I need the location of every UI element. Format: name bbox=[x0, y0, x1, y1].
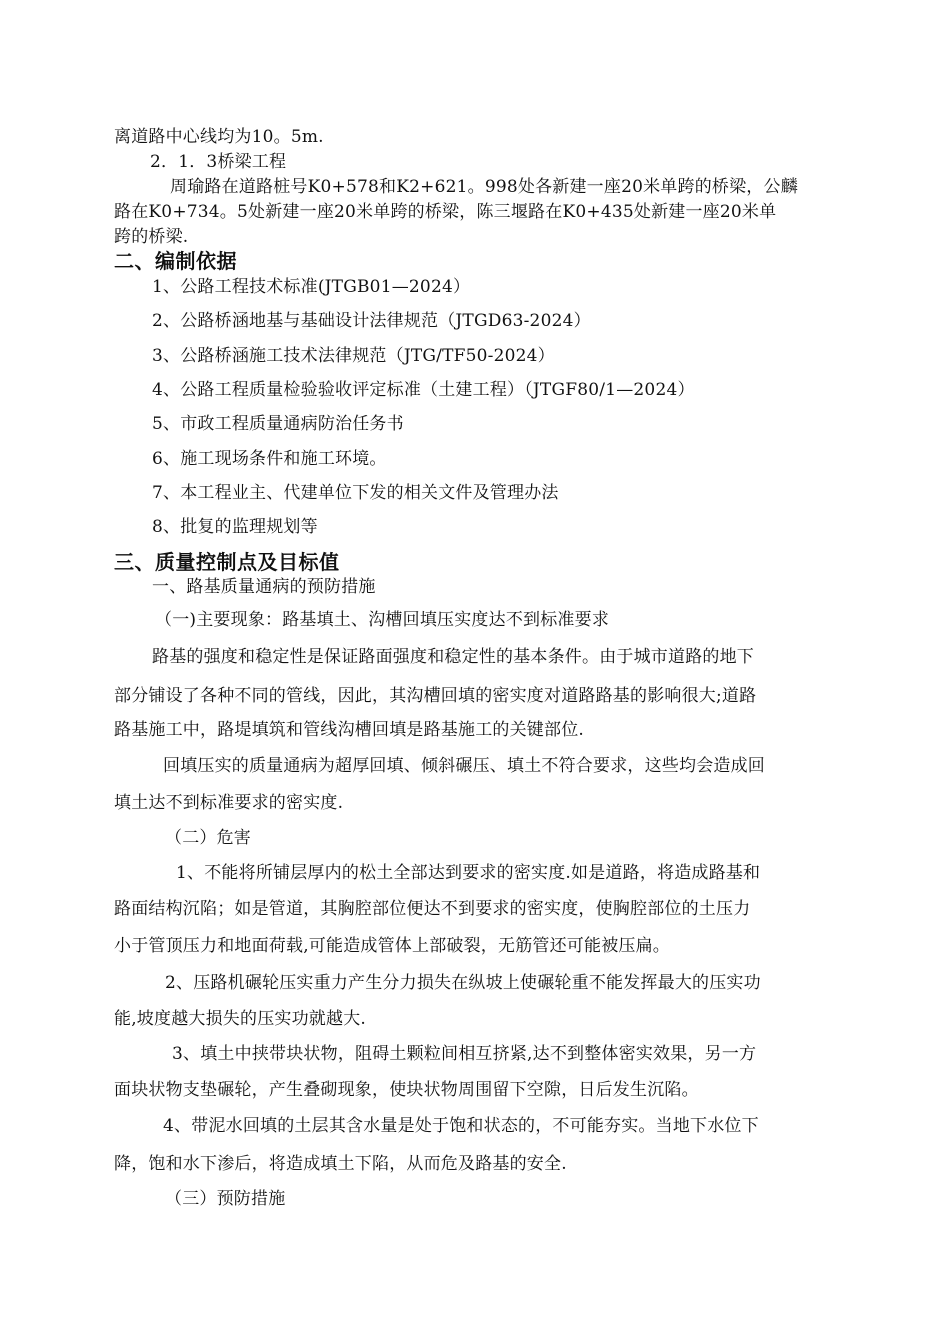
section-heading-quality: 三、质量控制点及目标值 bbox=[114, 550, 340, 574]
basis-item-2: 2、公路桥涵地基与基础设计法律规范（JTGD63-2024） bbox=[152, 311, 591, 331]
basis-item-8: 8、批复的监理规划等 bbox=[152, 517, 318, 537]
hazard-3-line-2: 面块状物支垫碾轮，产生叠砌现象，使块状物周围留下空隙，日后发生沉陷。 bbox=[114, 1080, 699, 1100]
section-heading-basis: 二、编制依据 bbox=[114, 249, 237, 273]
paragraph-line: 路基的强度和稳定性是保证路面强度和稳定性的基本条件。由于城市道路的地下 bbox=[152, 647, 754, 667]
paragraph-line: 部分铺设了各种不同的管线，因此，其沟槽回填的密实度对道路路基的影响很大;道路 bbox=[114, 686, 757, 706]
paragraph-line: 填土达不到标准要求的密实度. bbox=[114, 793, 344, 813]
hazard-4-line-2: 降，饱和水下渗后，将造成填土下陷，从而危及路基的安全. bbox=[114, 1154, 567, 1174]
basis-item-4: 4、公路工程质量检验验收评定标准（土建工程）（JTGF80/1—2024） bbox=[152, 380, 695, 400]
subheading-subgrade-prevention: 一、路基质量通病的预防措施 bbox=[152, 577, 376, 597]
paragraph-line: 回填压实的质量通病为超厚回填、倾斜碾压、填土不符合要求，这些均会造成回 bbox=[163, 756, 765, 776]
intro-line-1: 离道路中心线均为10。5m. bbox=[114, 127, 324, 147]
intro-line-4: 路在K0+734。5处新建一座20米单跨的桥梁，陈三堰路在K0+435处新建一座20米单 bbox=[114, 202, 777, 222]
hazard-3-line-1: 3、填土中挟带块状物，阻碍土颗粒间相互挤紧,达不到整体密实效果，另一方 bbox=[172, 1044, 757, 1064]
paragraph-line: 路基施工中，路堤填筑和管线沟槽回填是路基施工的关键部位. bbox=[114, 720, 585, 740]
subsection-title-bridge: 2．1．3桥梁工程 bbox=[150, 152, 287, 172]
subheading-hazards: （二）危害 bbox=[165, 828, 251, 848]
basis-item-1: 1、公路工程技术标准(JTGB01—2024） bbox=[152, 277, 471, 297]
basis-item-6: 6、施工现场条件和施工环境。 bbox=[152, 449, 387, 469]
subheading-preventive-measures: （三）预防措施 bbox=[165, 1189, 286, 1209]
hazard-2-line-1: 2、压路机碾轮压实重力产生分力损失在纵坡上使碾轮重不能发挥最大的压实功 bbox=[165, 973, 761, 993]
hazard-1-line-1: 1、不能将所铺层厚内的松土全部达到要求的密实度.如是道路，将造成路基和 bbox=[176, 863, 761, 883]
hazard-1-line-2: 路面结构沉陷；如是管道，其胸腔部位便达不到要求的密实度，使胸腔部位的土压力 bbox=[114, 899, 751, 919]
paragraph-main-phenomenon-title: （一)主要现象：路基填土、沟槽回填压实度达不到标准要求 bbox=[155, 610, 610, 630]
hazard-4-line-1: 4、带泥水回填的土层其含水量是处于饱和状态的，不可能夯实。当地下水位下 bbox=[163, 1116, 759, 1136]
basis-item-3: 3、公路桥涵施工技术法律规范（JTG/TF50-2024） bbox=[152, 346, 555, 366]
hazard-2-line-2: 能,坡度越大损失的压实功就越大. bbox=[114, 1009, 367, 1029]
intro-line-3: 周瑜路在道路桩号K0+578和K2+621。998处各新建一座20米单跨的桥梁，公麟 bbox=[170, 177, 798, 197]
intro-line-5: 跨的桥梁. bbox=[114, 227, 189, 247]
basis-item-5: 5、市政工程质量通病防治任务书 bbox=[152, 414, 404, 434]
basis-item-7: 7、本工程业主、代建单位下发的相关文件及管理办法 bbox=[152, 483, 559, 503]
hazard-1-line-3: 小于管顶压力和地面荷载,可能造成管体上部破裂，无筋管还可能被压扁。 bbox=[114, 936, 671, 956]
